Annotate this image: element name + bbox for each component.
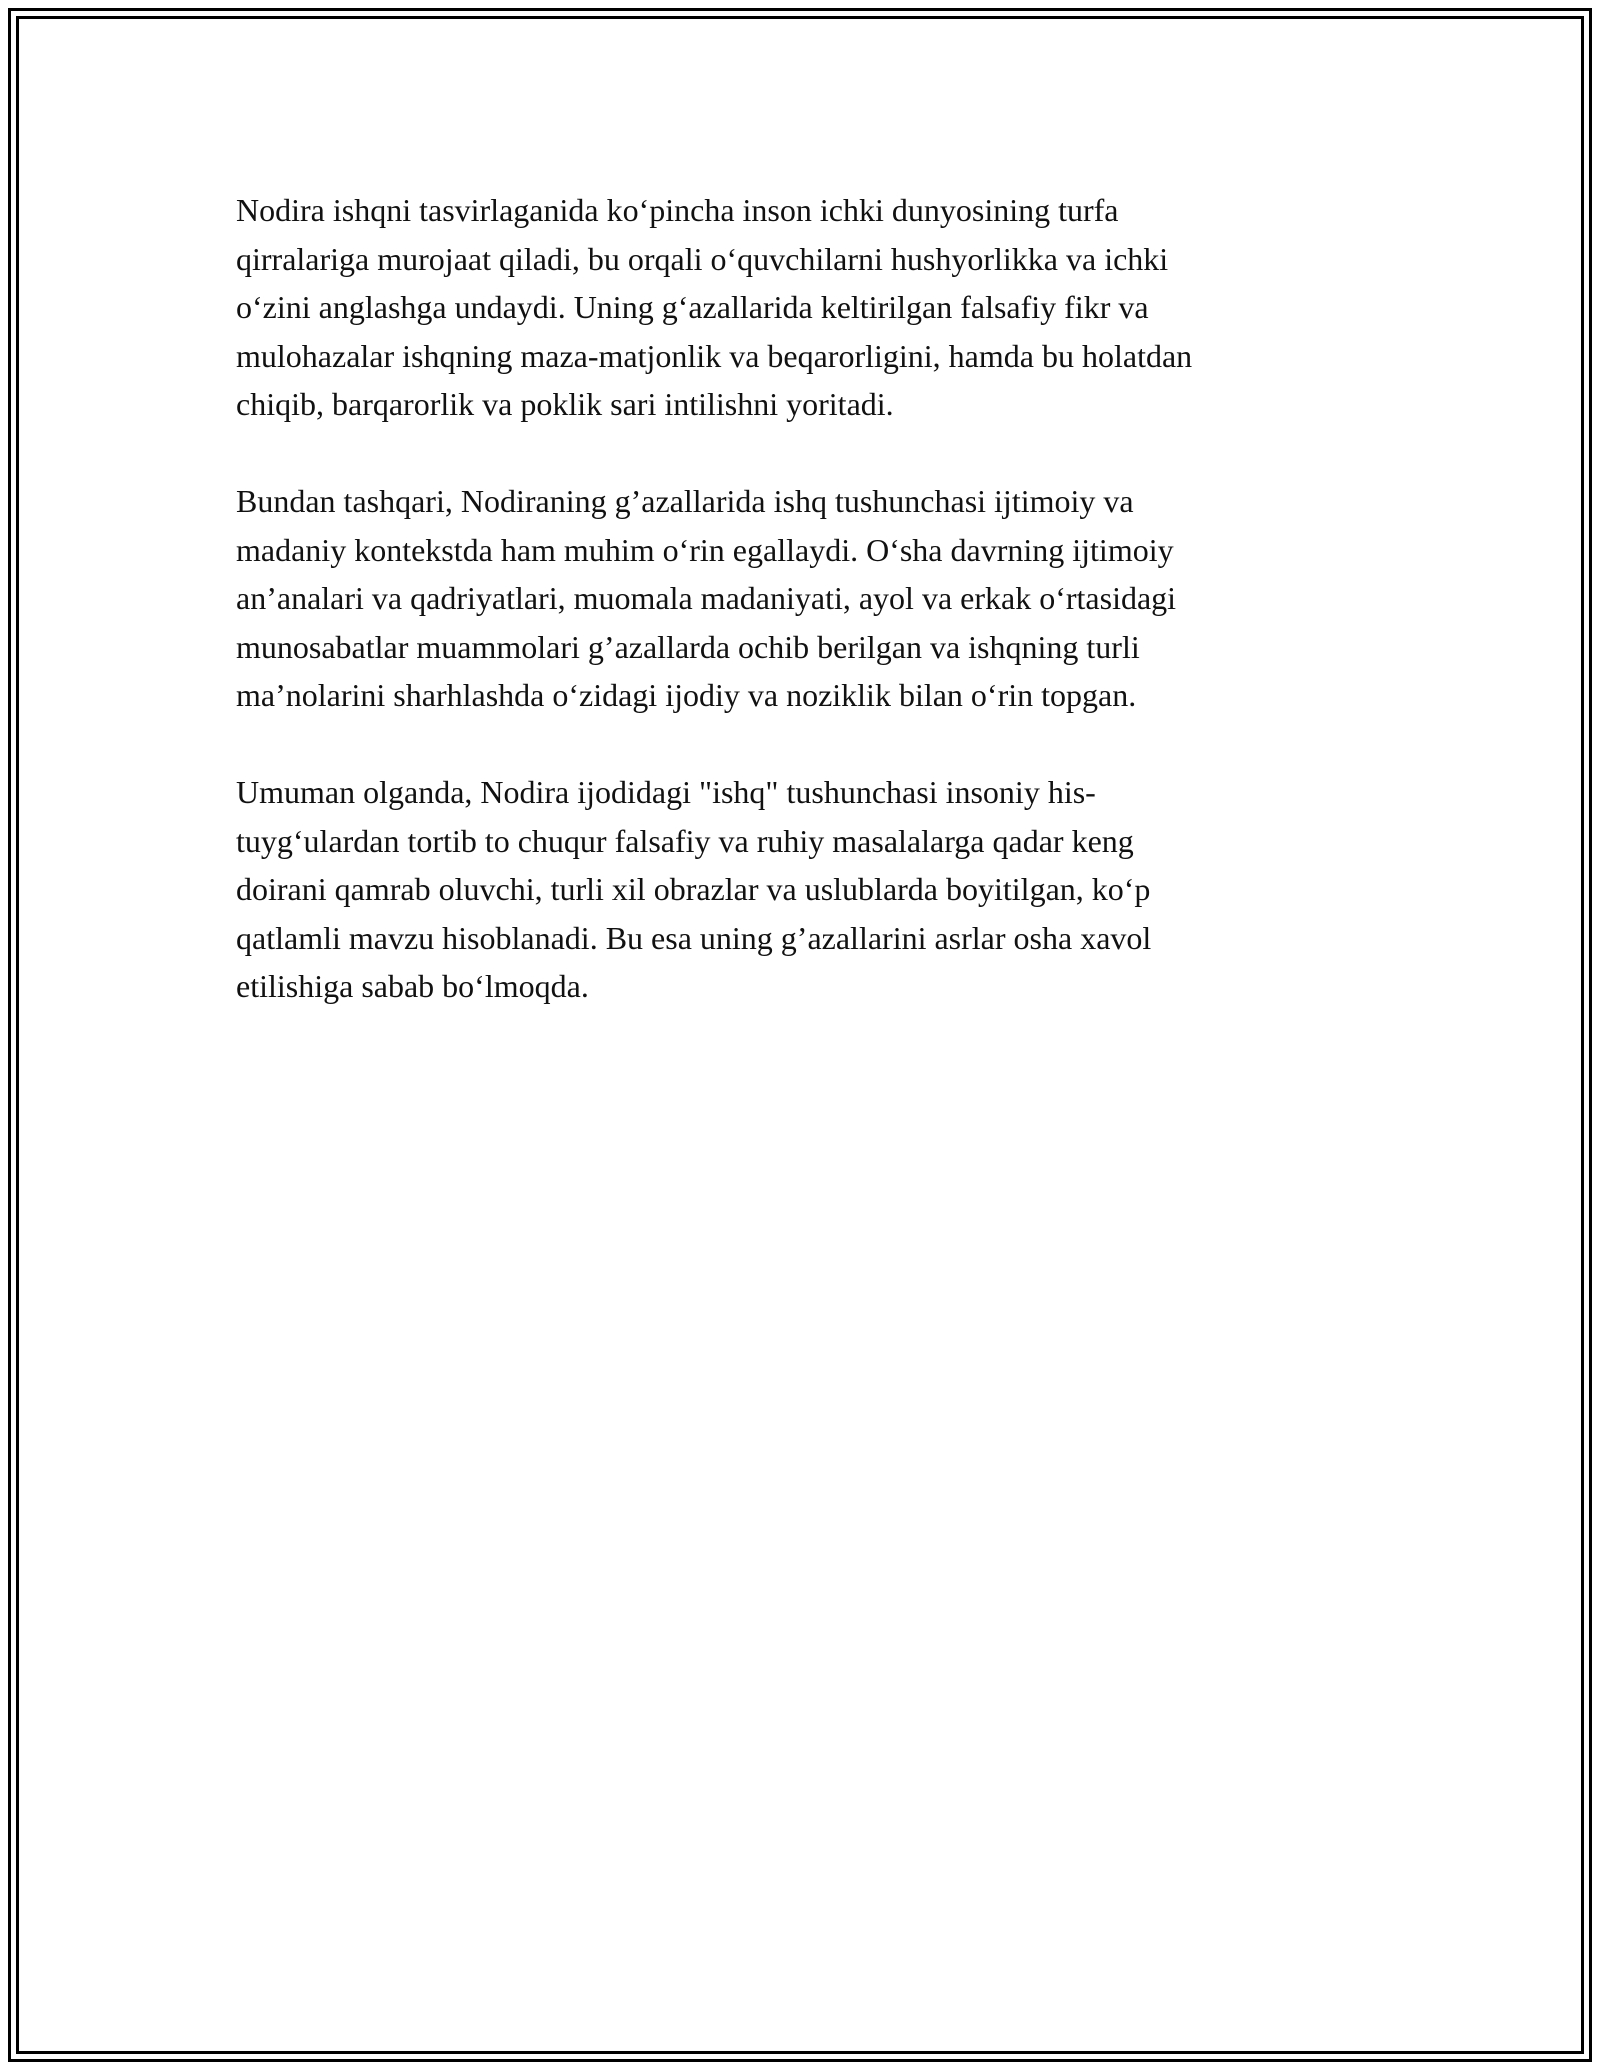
text-line: munosabatlar muammolari g’azallarda ochib berilgan va ishqning turli	[236, 628, 1140, 665]
text-line: madaniy kontekstda ham muhim oʻrin egallaydi. Oʻsha davrning ijtimoiy	[236, 531, 1174, 568]
text-line: chiqib, barqarorlik va poklik sari intilishni yoritadi.	[236, 386, 894, 422]
text-line: qatlamli mavzu hisoblanadi. Bu esa uning g’azallarini asrlar osha xavol	[236, 919, 1152, 956]
text-line: Nodira ishqni tasvirlaganida koʻpincha inson ichki dunyosining turfa	[236, 192, 1119, 228]
text-line: qirralariga murojaat qiladi, bu orqali oʻquvchilarni hushyorlikka va ichki	[236, 240, 1169, 277]
document-body	[236, 186, 1376, 1059]
text-line: tuygʻulardan tortib to chuqur falsafiy va ruhiy masalalarga qadar keng	[236, 822, 1134, 859]
paragraph-1	[236, 186, 1376, 429]
paragraph-2	[236, 477, 1376, 720]
text-line: Bundan tashqari, Nodiraning g’azallarida ishq tushunchasi ijtimoiy va	[236, 483, 1134, 519]
text-line: an’analari va qadriyatlari, muomala madaniyati, ayol va erkak oʻrtasidagi	[236, 580, 1177, 616]
text-line: doirani qamrab oluvchi, turli xil obrazlar va uslublarda boyitilgan, koʻp	[236, 871, 1151, 907]
text-line: oʻzini anglashga undaydi. Uning gʻazallarida keltirilgan falsafiy fikr va	[236, 289, 1149, 325]
text-line: ma’nolarini sharhlashda oʻzidagi ijodiy va noziklik bilan oʻrin topgan.	[236, 677, 1137, 713]
text-line: Umuman olganda, Nodira ijodidagi "ishq" tushunchasi insoniy his-	[236, 774, 1096, 810]
paragraph-3	[236, 768, 1376, 1011]
text-line: mulohazalar ishqning maza-matjonlik va beqarorligini, hamda bu holatdan	[236, 337, 1193, 374]
text-line: etilishiga sabab boʻlmoqda.	[236, 968, 589, 1004]
